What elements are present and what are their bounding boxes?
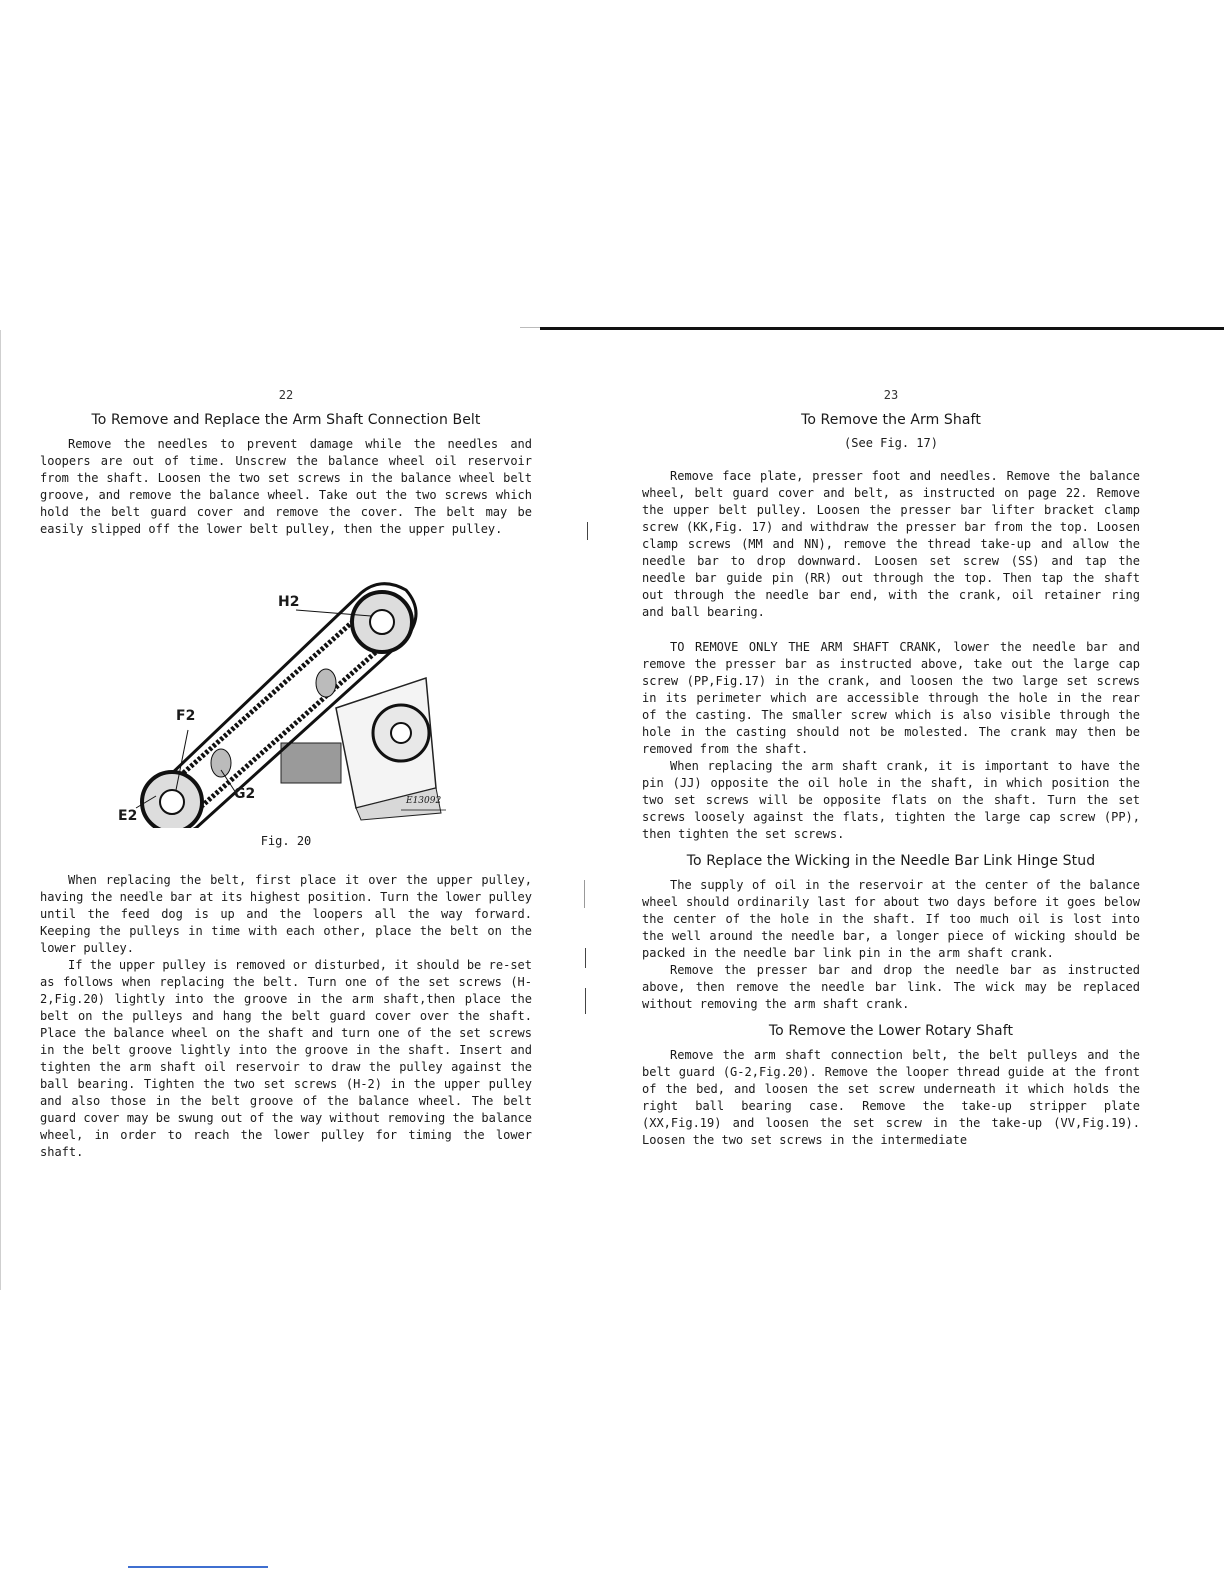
section-heading: To Remove and Replace the Arm Shaft Connection Belt — [91, 412, 481, 428]
gutter-mark — [584, 880, 585, 908]
label-e2: E2 — [118, 808, 138, 824]
bottom-rule — [128, 1566, 268, 1568]
see-figure-note: (See Fig. 17) — [844, 436, 938, 450]
gutter-mark — [585, 988, 586, 1014]
upper-pulley-hub — [370, 610, 394, 634]
paragraph: When replacing the belt, first place it over the upper pulley, having the needle bar at its highest position. Turn the lower pulley until the feed dog is up and the loopers all the way forward. Keeping the pulleys in time with each other, place the belt on the lower pulley. — [40, 873, 532, 955]
paragraph: When replacing the arm shaft crank, it is important to have the pin (JJ) opposite the oil hole in the shaft, in which position the two set screws will be opposite flats on the shaft. Turn the set screws loosely against the flats, tighten the large cap screw (PP), then tighten the set screws. — [642, 759, 1140, 841]
paragraph: If the upper pulley is removed or disturbed, it should be re-set as follows when replacing the belt. Turn one of the set screws (H-2,Fig.20) lightly into the groove in the arm shaft,then place the belt on the pulleys and hang the belt guard cover over the shaft. Place the balance wheel on the shaft and turn one of the set screws in the belt groove lightly into the groove in the shaft. Insert and tighten the arm shaft oil reservoir to draw the pulley against the ball bearing. Tighten the two set screws (H-2) in the upper pulley and also those in the belt groove of the balance wheel. The belt guard cover may be swung out of the way without removing the balance wheel, in order to reach the lower pulley for timing the lower shaft. — [40, 958, 532, 1159]
page-number: 22 — [278, 388, 294, 402]
belt-figure — [106, 558, 466, 828]
figure-caption: Fig. 20 — [260, 834, 312, 848]
side-pulley-hub — [391, 723, 411, 743]
paragraph: Remove face plate, presser foot and needles. Remove the balance wheel, belt guard cover and belt, as instructed on page 22. Remove the upper belt pulley. Loosen the presser bar lifter bracket clamp screw (KK,Fig. 17) and withdraw the presser bar from the top. Loosen clamp screws (MM and NN), remove the thread take-up and allow the needle bar to drop downward. Loosen set screw (SS) and tap the needle bar guide pin (RR) out through the top. Then tap the shaft out through the needle bar end, with the crank, oil retainer ring and ball bearing. — [642, 469, 1140, 619]
gutter-mark — [587, 522, 588, 540]
label-g2: G2 — [234, 786, 256, 802]
section-heading: To Replace the Wicking in the Needle Bar Link Hinge Stud — [686, 853, 1096, 869]
right-page — [642, 388, 1140, 1149]
label-h2: H2 — [278, 594, 300, 610]
page-number: 23 — [883, 388, 899, 402]
cover-screw — [211, 749, 231, 777]
casting-shadow — [281, 743, 341, 783]
label-f2: F2 — [176, 708, 196, 724]
lower-pulley-hub — [160, 790, 184, 814]
figure-code: E13092 — [406, 796, 442, 806]
left-edge-rule — [0, 330, 1, 1290]
cover-screw — [316, 669, 336, 697]
top-rule — [540, 327, 1224, 330]
paragraph: Remove the needles to prevent damage while the needles and loopers are out of time. Unscrew the balance wheel oil reservoir from the shaft. Loosen the two set screws in the balance wheel belt groove, and remove the balance wheel. Take out the two screws which hold the belt guard cover and remove the cover. The belt may be easily slipped off the lower belt pulley, then the upper pulley. — [40, 437, 532, 536]
left-page — [40, 388, 532, 1161]
paragraph: Remove the presser bar and drop the needle bar as instructed above, then remove the needle bar link. The wick may be replaced without removing the arm shaft crank. — [642, 963, 1140, 1011]
paragraph: TO REMOVE ONLY THE ARM SHAFT CRANK, lower the needle bar and remove the presser bar as instructed above, take out the large cap screw (PP,Fig.17) in the crank, and loosen the two large set screws in its perimeter which are accessible through the hole in the rear of the casting. The smaller screw which is also visible through the hole in the casting should not be molested. The crank may then be removed from the shaft. — [642, 640, 1140, 756]
top-rule-faint — [520, 327, 540, 328]
paragraph: The supply of oil in the reservoir at the center of the balance wheel should ordinarily last for about two days before it goes below the center of the hole in the shaft. If too much oil is lost into the well around the needle bar, a longer piece of wicking should be packed in the needle bar link pin in the arm shaft crank. — [642, 878, 1140, 960]
gutter-mark — [585, 948, 586, 968]
section-heading: To Remove the Arm Shaft — [801, 412, 981, 428]
paragraph: Remove the arm shaft connection belt, the belt pulleys and the belt guard (G-2,Fig.20). Remove the looper thread guide at the front of the bed, and loosen the set screw underneath it which holds the right ball bearing case. Remove the take-up stripper plate (XX,Fig.19) and loosen the set screw in the take-up (VV,Fig.19). Loosen the two set screws in the intermediate — [642, 1048, 1140, 1147]
section-heading: To Remove the Lower Rotary Shaft — [768, 1023, 1014, 1039]
